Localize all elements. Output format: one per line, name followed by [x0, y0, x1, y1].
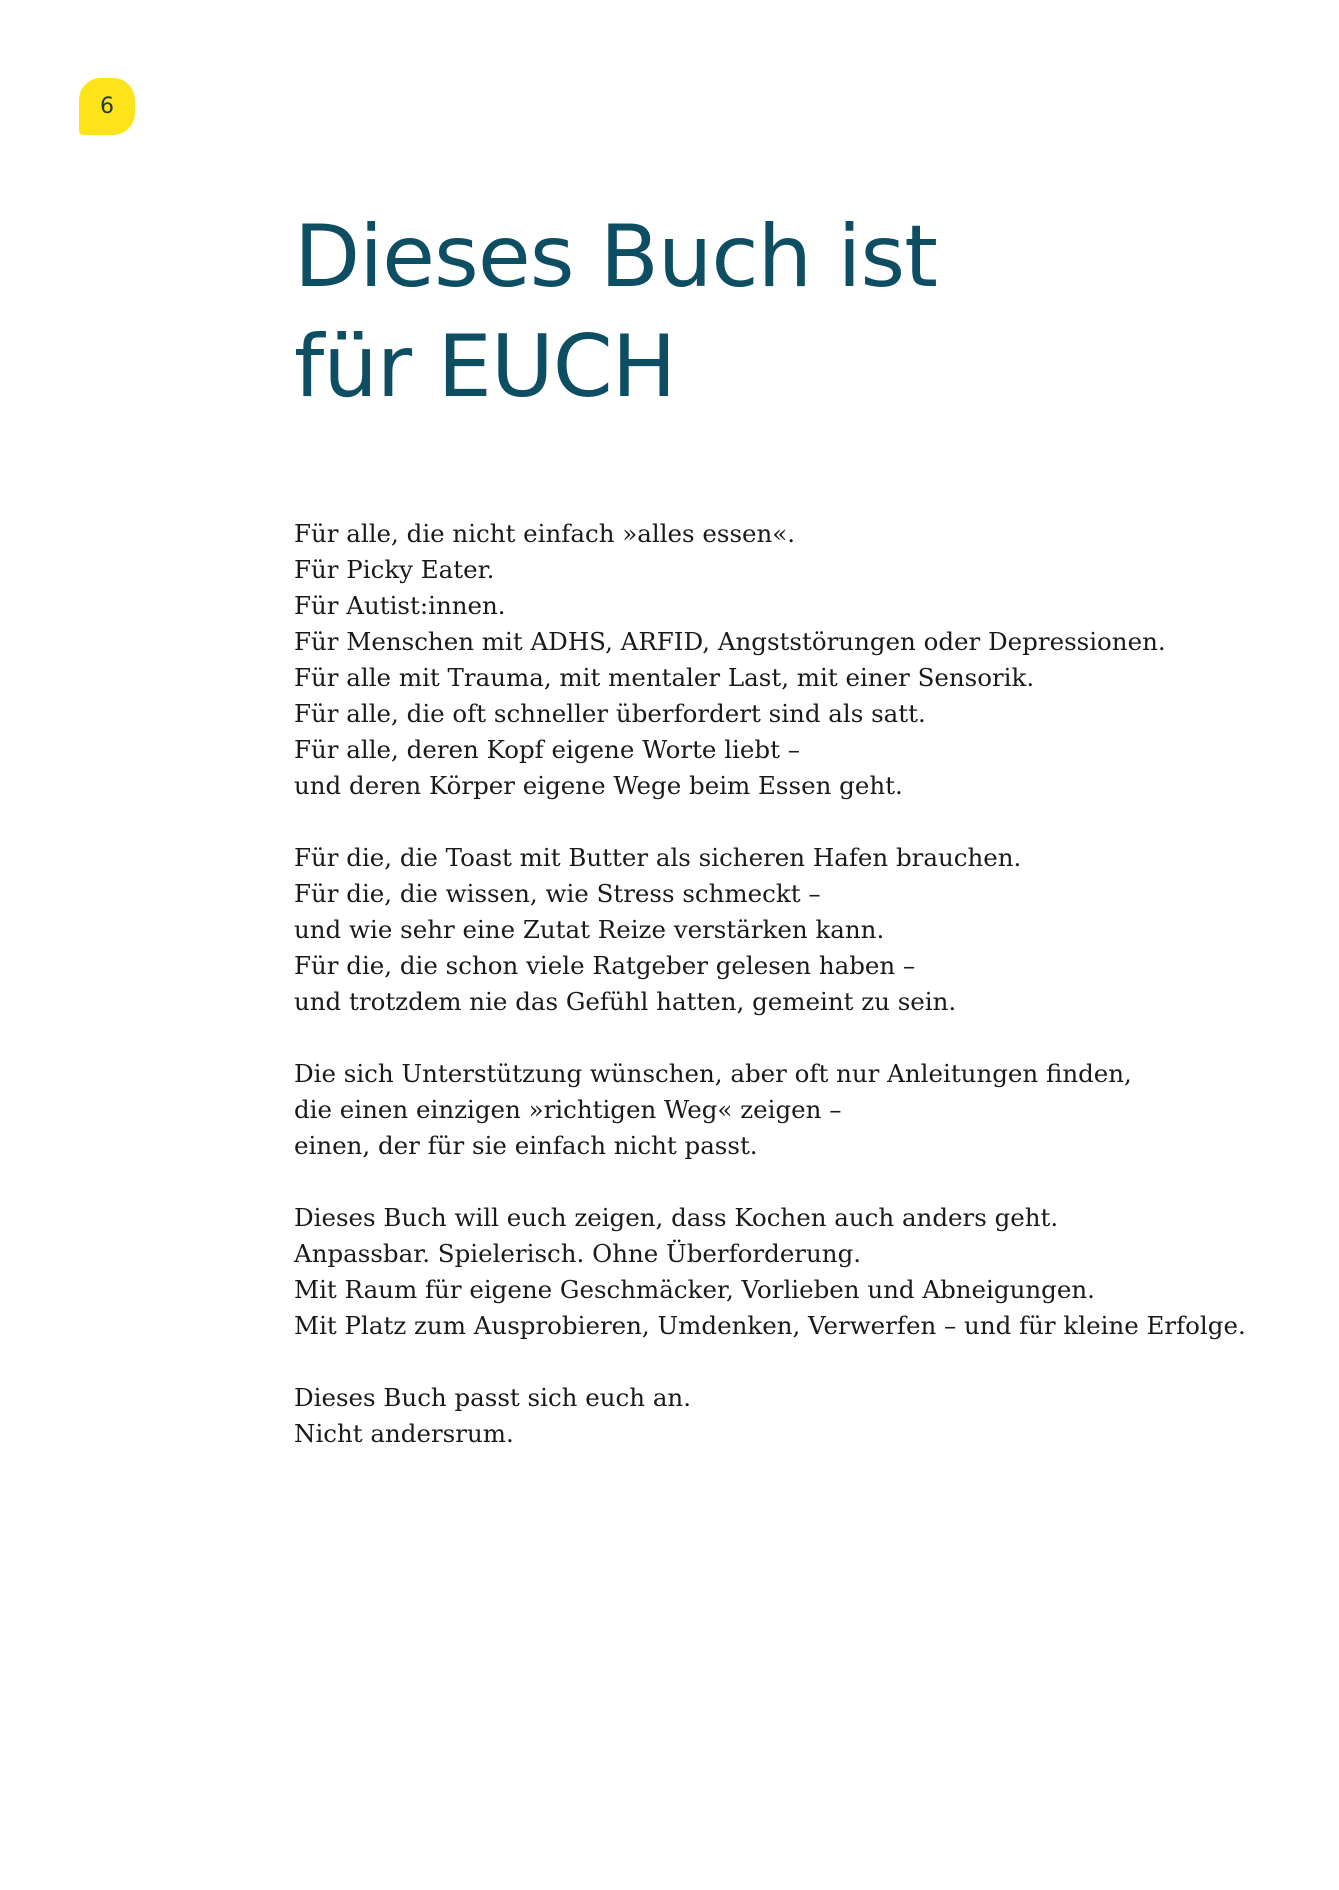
page-title-line-2: für EUCH	[294, 317, 676, 417]
text-line: Nicht andersrum.	[294, 1419, 514, 1448]
text-line: Für alle, deren Kopf eigene Worte liebt –	[294, 735, 800, 764]
text-line: Für Menschen mit ADHS, ARFID, Angststörungen oder Depressionen.	[294, 627, 1166, 656]
text-line: Dieses Buch passt sich euch an.	[294, 1383, 691, 1412]
text-line: Die sich Unterstützung wünschen, aber oft nur Anleitungen finden,	[294, 1059, 1132, 1088]
text-line: die einen einzigen »richtigen Weg« zeigen –	[294, 1095, 842, 1124]
text-line: Anpassbar. Spielerisch. Ohne Überforderung.	[294, 1239, 862, 1268]
text-line: Mit Raum für eigene Geschmäcker, Vorlieben und Abneigungen.	[294, 1275, 1095, 1304]
text-line: Dieses Buch will euch zeigen, dass Kochen auch anders geht.	[294, 1203, 1059, 1232]
text-line: Für alle mit Trauma, mit mentaler Last, mit einer Sensorik.	[294, 663, 1035, 692]
page-number: 6	[100, 94, 114, 119]
stanza	[294, 1380, 1294, 1452]
text-line: Für alle, die nicht einfach »alles essen«.	[294, 519, 796, 548]
text-line: Mit Platz zum Ausprobieren, Umdenken, Verwerfen – und für kleine Erfolge.	[294, 1311, 1246, 1340]
text-line: und deren Körper eigene Wege beim Essen geht.	[294, 771, 903, 800]
text-line: und wie sehr eine Zutat Reize verstärken kann.	[294, 915, 885, 944]
text-line: Für die, die Toast mit Butter als sicheren Hafen brauchen.	[294, 843, 1022, 872]
text-line: und trotzdem nie das Gefühl hatten, gemeint zu sein.	[294, 987, 957, 1016]
text-line: Für die, die wissen, wie Stress schmeckt –	[294, 879, 821, 908]
stanza	[294, 840, 1294, 1020]
text-line: Für Autist:innen.	[294, 591, 506, 620]
stanza	[294, 516, 1294, 804]
page-number-badge	[79, 78, 135, 135]
text-line: einen, der für sie einfach nicht passt.	[294, 1131, 758, 1160]
text-line: Für alle, die oft schneller überfordert sind als satt.	[294, 699, 926, 728]
text-line: Für die, die schon viele Ratgeber gelesen haben –	[294, 951, 916, 980]
page-title-line-1: Dieses Buch ist	[294, 207, 937, 307]
stanza	[294, 1200, 1294, 1344]
body-text	[294, 516, 1294, 1488]
stanza	[294, 1056, 1294, 1164]
page-title	[294, 202, 937, 422]
text-line: Für Picky Eater.	[294, 555, 495, 584]
